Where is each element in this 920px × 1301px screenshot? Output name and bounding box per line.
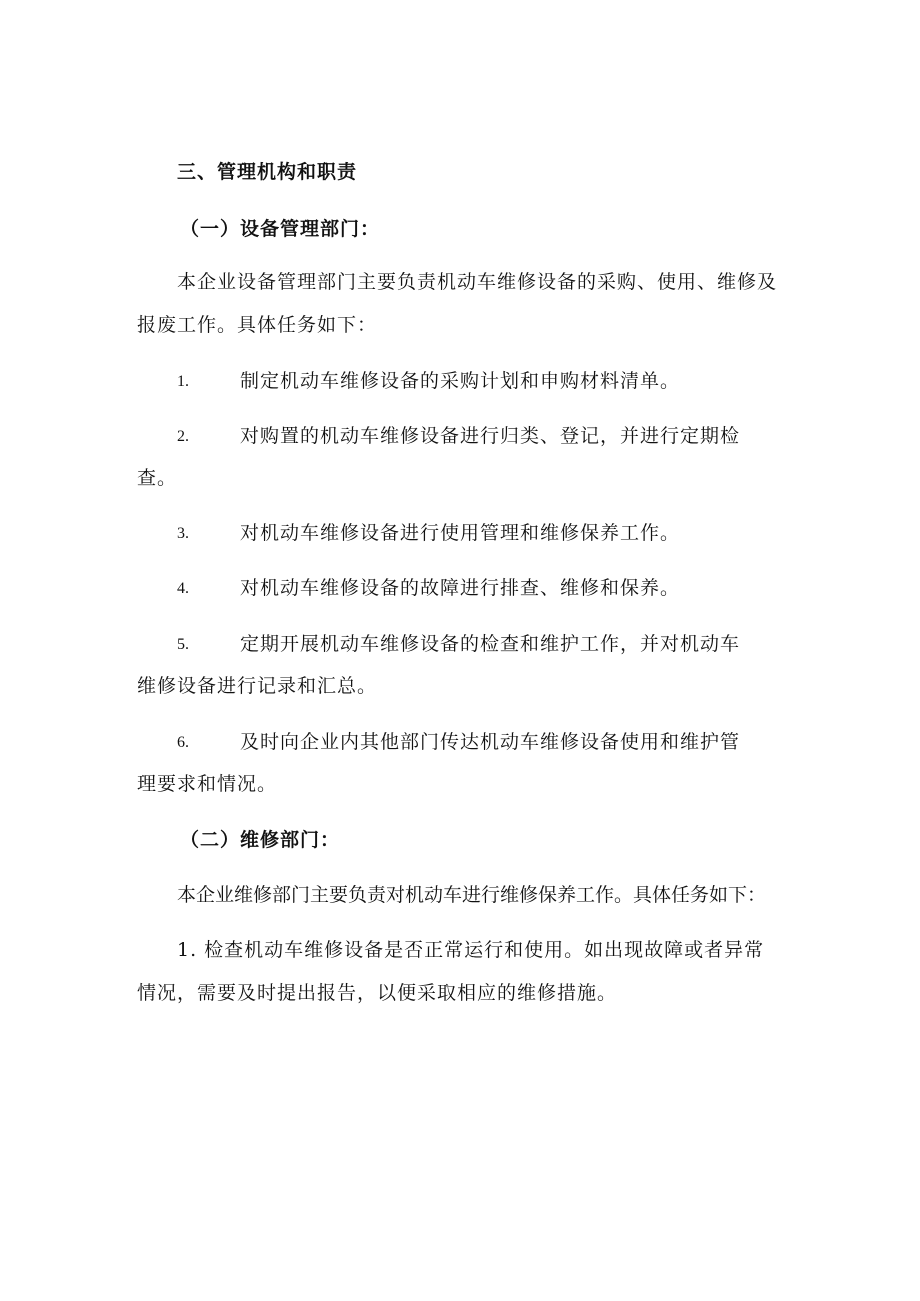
- section-title: 三、管理机构和职责: [177, 161, 358, 183]
- list-item-number: 5.: [177, 636, 189, 653]
- list-item-number: 6.: [177, 734, 189, 751]
- list-item-number: 3.: [177, 525, 189, 542]
- sub2-item1-line1: 1. 检查机动车维修设备是否正常运行和使用。如出现故障或者异常: [177, 939, 765, 961]
- list-item-text: 制定机动车维修设备的采购计划和申购材料清单。: [240, 370, 681, 392]
- list-item-text: 对机动车维修设备进行使用管理和维修保养工作。: [240, 522, 681, 544]
- sub2-heading: （二）维修部门：: [180, 829, 341, 851]
- list-item-text-cont: 维修设备进行记录和汇总。: [137, 675, 378, 697]
- list-item-text-cont: 理要求和情况。: [137, 773, 278, 795]
- list-item-text: 定期开展机动车维修设备的检查和维护工作，并对机动车: [240, 633, 741, 655]
- sub1-intro-line2: 报废工作。具体任务如下：: [137, 314, 378, 336]
- list-item-number: 1.: [177, 373, 189, 390]
- sub2-item1-line2: 情况，需要及时提出报告，以便采取相应的维修措施。: [137, 982, 618, 1004]
- list-item-text: 对机动车维修设备的故障进行排查、维修和保养。: [240, 577, 681, 599]
- list-item-text-cont: 查。: [137, 467, 178, 489]
- list-item-text: 对购置的机动车维修设备进行归类、登记，并进行定期检: [240, 425, 741, 447]
- list-item-text: 及时向企业内其他部门传达机动车维修设备使用和维护管: [240, 731, 741, 753]
- sub1-heading: （一）设备管理部门：: [180, 218, 381, 240]
- sub1-intro-line1: 本企业设备管理部门主要负责机动车维修设备的采购、使用、维修及: [177, 271, 778, 293]
- list-item-number: 2.: [177, 428, 189, 445]
- list-item-number: 4.: [177, 580, 189, 597]
- sub2-intro: 本企业维修部门主要负责对机动车进行维修保养工作。具体任务如下：: [177, 884, 767, 906]
